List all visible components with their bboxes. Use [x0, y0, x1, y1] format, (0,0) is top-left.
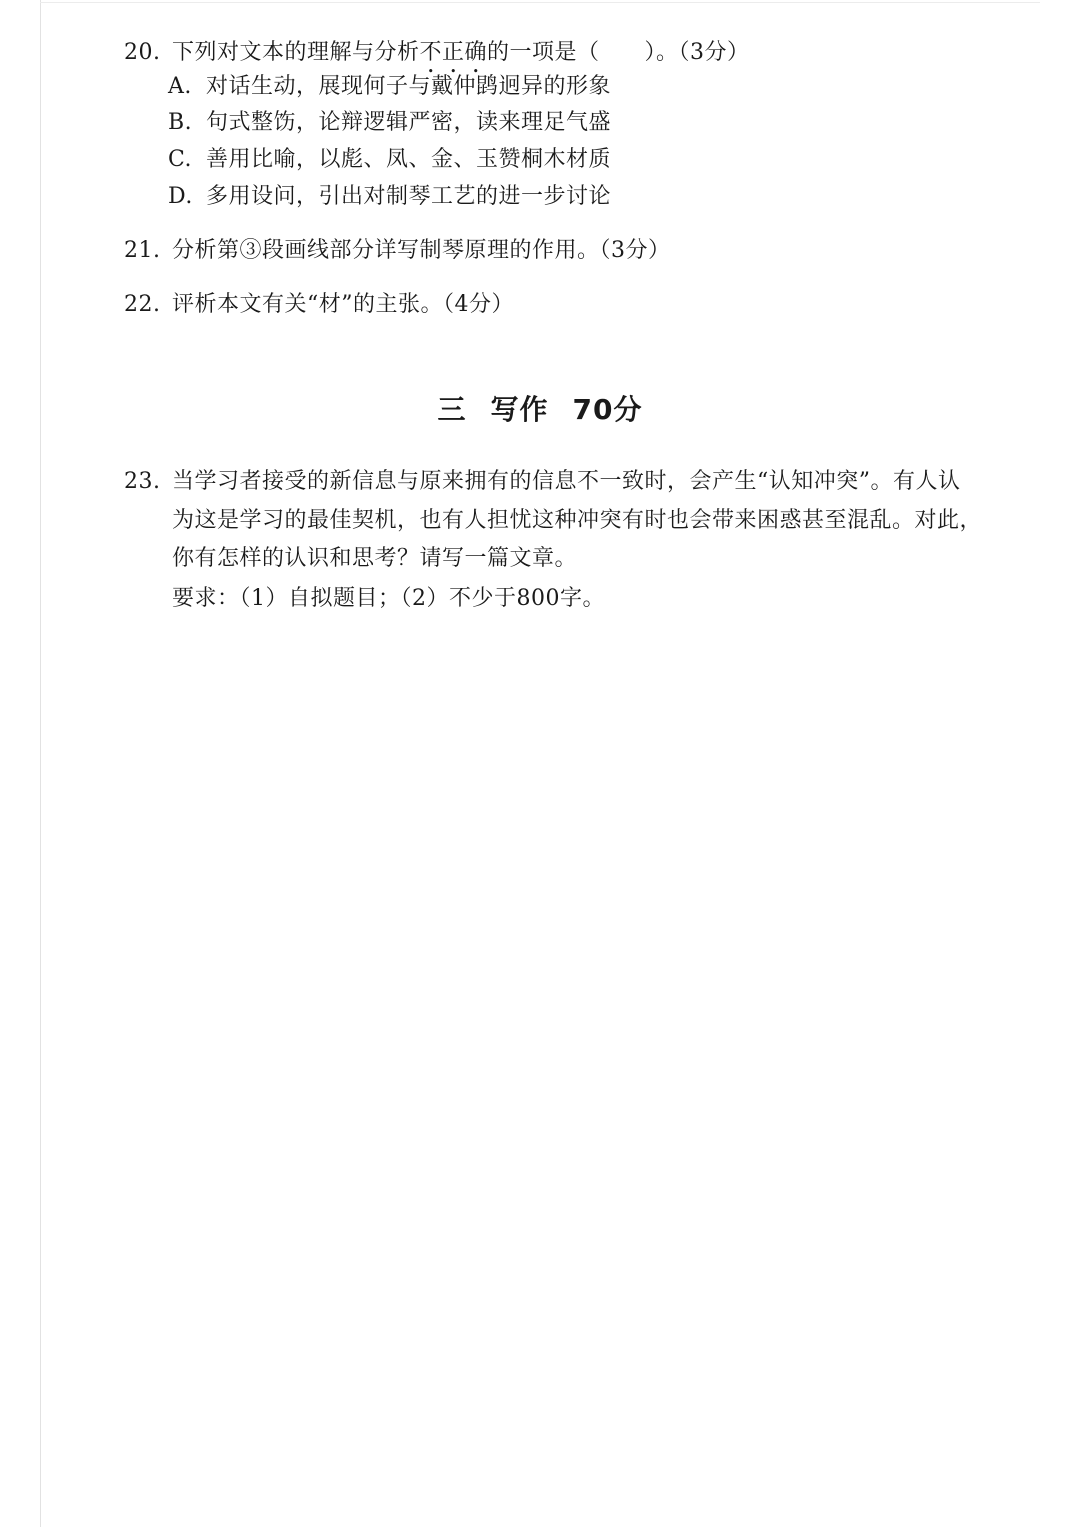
question-23-line-2 — [172, 506, 982, 536]
question-text: 为这是学习的最佳契机，也有人担忧这种冲突有时也会带来困惑甚至混乱。对此， — [172, 508, 983, 533]
section-heading — [0, 392, 1080, 428]
question-text: 当学习者接受的新信息与原来拥有的信息不一致时，会产生“认知冲突”。有人认 — [172, 469, 961, 494]
question-number: 22. — [124, 292, 161, 317]
page-top-edge — [40, 2, 1040, 3]
option-a — [168, 72, 611, 102]
option-d — [168, 182, 611, 212]
option-b — [168, 108, 611, 138]
question-text: 评析本文有关“材”的主张。（4分） — [172, 292, 514, 317]
question-22 — [124, 290, 514, 320]
option-letter: D. — [168, 184, 193, 209]
section-score: 70分 — [572, 393, 643, 426]
option-letter: A. — [168, 74, 192, 99]
requirement-text: 要求：（1）自拟题目；（2）不少于800字。 — [172, 586, 605, 611]
question-number: 21. — [124, 238, 161, 263]
question-23-requirement — [172, 584, 605, 614]
question-text: 你有怎样的认识和思考？请写一篇文章。 — [172, 546, 578, 571]
question-text: 下列对文本的理解与分析 — [172, 40, 420, 65]
option-letter: C. — [168, 147, 193, 172]
option-text: 多用设问，引出对制琴工艺的进一步讨论 — [206, 184, 612, 209]
question-text: 分析第③段画线部分详写制琴原理的作用。（3分） — [172, 238, 671, 263]
section-title: 写作 — [490, 393, 549, 426]
question-21 — [124, 236, 671, 266]
question-number: 20. — [124, 40, 161, 65]
option-text: 对话生动，展现何子与戴仲鹍迥异的形象 — [206, 74, 612, 99]
question-number: 23. — [124, 469, 161, 494]
page-left-edge — [40, 0, 41, 1527]
option-text: 善用比喻，以彪、凤、金、玉赞桐木材质 — [206, 147, 612, 172]
option-text: 句式整饬，论辩逻辑严密，读来理足气盛 — [206, 110, 612, 135]
section-index: 三 — [437, 393, 467, 426]
emphasized-text: 不正确 — [419, 40, 488, 65]
question-text: 的一项是（ ）。（3分） — [487, 40, 750, 65]
question-23-line-1 — [124, 467, 961, 497]
question-23-line-3 — [172, 544, 577, 574]
option-letter: B. — [168, 110, 193, 135]
option-c — [168, 145, 611, 175]
